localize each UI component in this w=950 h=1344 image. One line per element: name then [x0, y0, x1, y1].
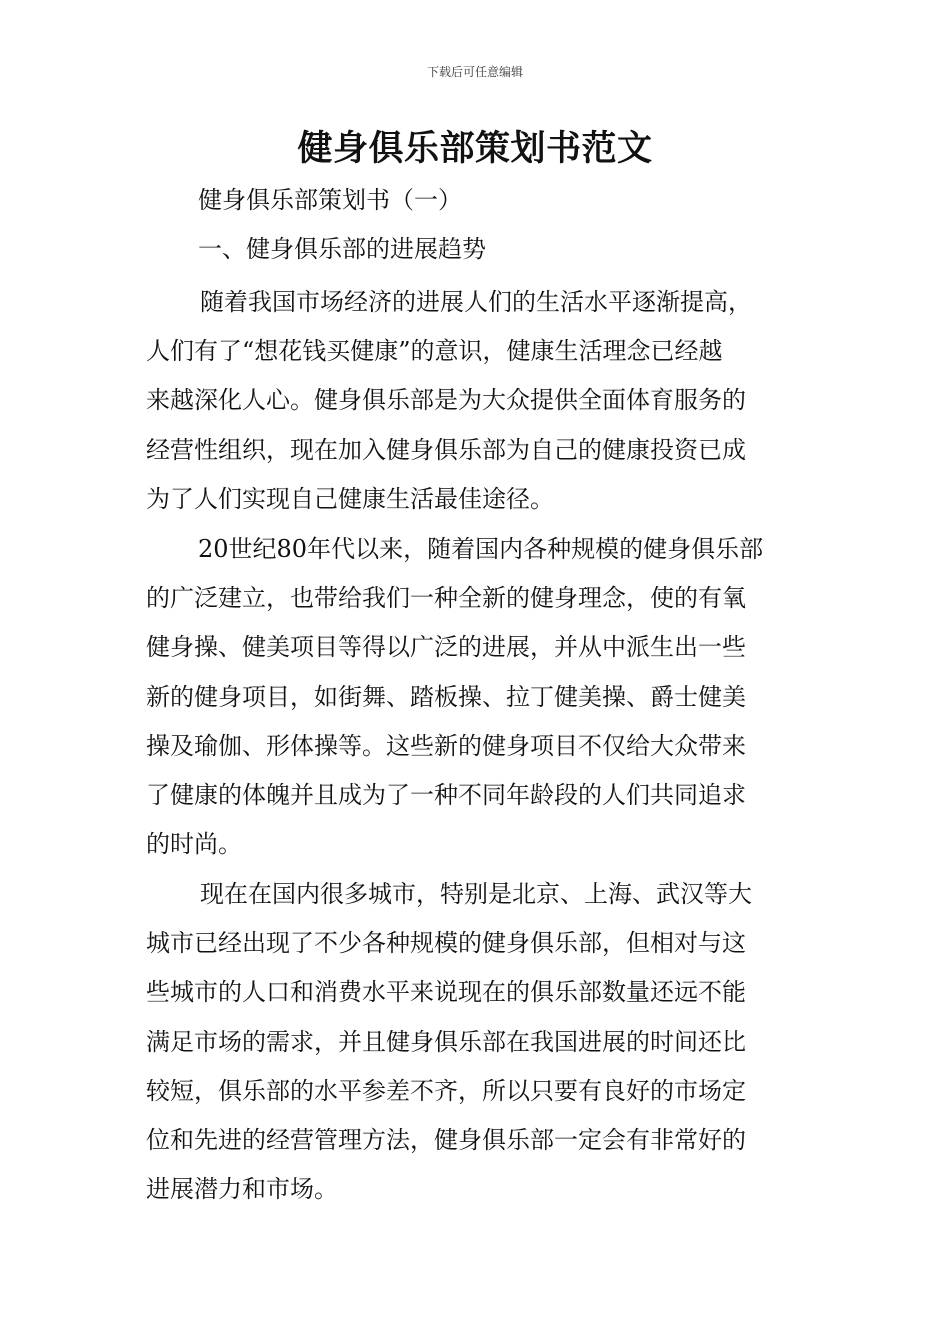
paragraph-line: 操及瑜伽、形体操等。这些新的健身项目不仅给大众带来 [146, 731, 746, 760]
paragraph-line: 经营性组织，现在加入健身俱乐部为自己的健康投资已成 [146, 435, 746, 464]
paragraph-line: 位和先进的经营管理方法，健身俱乐部一定会有非常好的 [146, 1125, 746, 1154]
paragraph-line: 满足市场的需求，并且健身俱乐部在我国进展的时间还比 [146, 1027, 746, 1056]
header-note: 下载后可任意编辑 [426, 65, 523, 79]
subtitle [146, 176, 808, 225]
paragraph-line: 些城市的人口和消费水平来说现在的俱乐部数量还远不能 [146, 978, 746, 1007]
paragraph-line: 现在在国内很多城市，特别是北京、上海、武汉等大 [200, 880, 752, 908]
section-heading [146, 225, 808, 274]
document-title: 健身俱乐部策划书范文 [297, 128, 653, 169]
section-heading-text: 一、健身俱乐部的进展趋势 [198, 235, 486, 263]
paragraph-line: 人们有了“想花钱买健康”的意识，健康生活理念已经越 [146, 337, 723, 366]
paragraph-line: 了健康的体魄并且成为了一种不同年龄段的人们共同追求 [146, 780, 746, 809]
paragraph-line: 随着我国市场经济的进展人们的生活水平逐渐提高， [200, 288, 752, 316]
paragraph-3 [146, 870, 808, 1214]
paragraph-line: 为了人们实现自己健康生活最佳途径。 [146, 484, 554, 513]
paragraph-line: 进展潜力和市场。 [146, 1175, 338, 1204]
paragraph-line: 的时尚。 [146, 830, 242, 859]
paragraph-line: 新的健身项目，如街舞、踏板操、拉丁健美操、爵士健美 [146, 682, 746, 711]
paragraph-line: 20世纪80年代以来，随着国内各种规模的健身俱乐部 [198, 535, 764, 563]
paragraph-line: 健身操、健美项目等得以广泛的进展，并从中派生出一些 [146, 633, 746, 662]
paragraph-line: 较短，俱乐部的水平参差不齐，所以只要有良好的市场定 [146, 1076, 746, 1105]
paragraph-line: 来越深化人心。健身俱乐部是为大众提供全面体育服务的 [146, 386, 746, 415]
subtitle-text: 健身俱乐部策划书（一） [198, 186, 462, 214]
paragraph-line: 的广泛建立，也带给我们一种全新的健身理念，使的有氧 [146, 584, 746, 613]
paragraph-line: 城市已经出现了不少各种规模的健身俱乐部，但相对与这 [146, 929, 746, 958]
paragraph-2 [146, 525, 808, 869]
paragraph-1 [146, 278, 808, 524]
